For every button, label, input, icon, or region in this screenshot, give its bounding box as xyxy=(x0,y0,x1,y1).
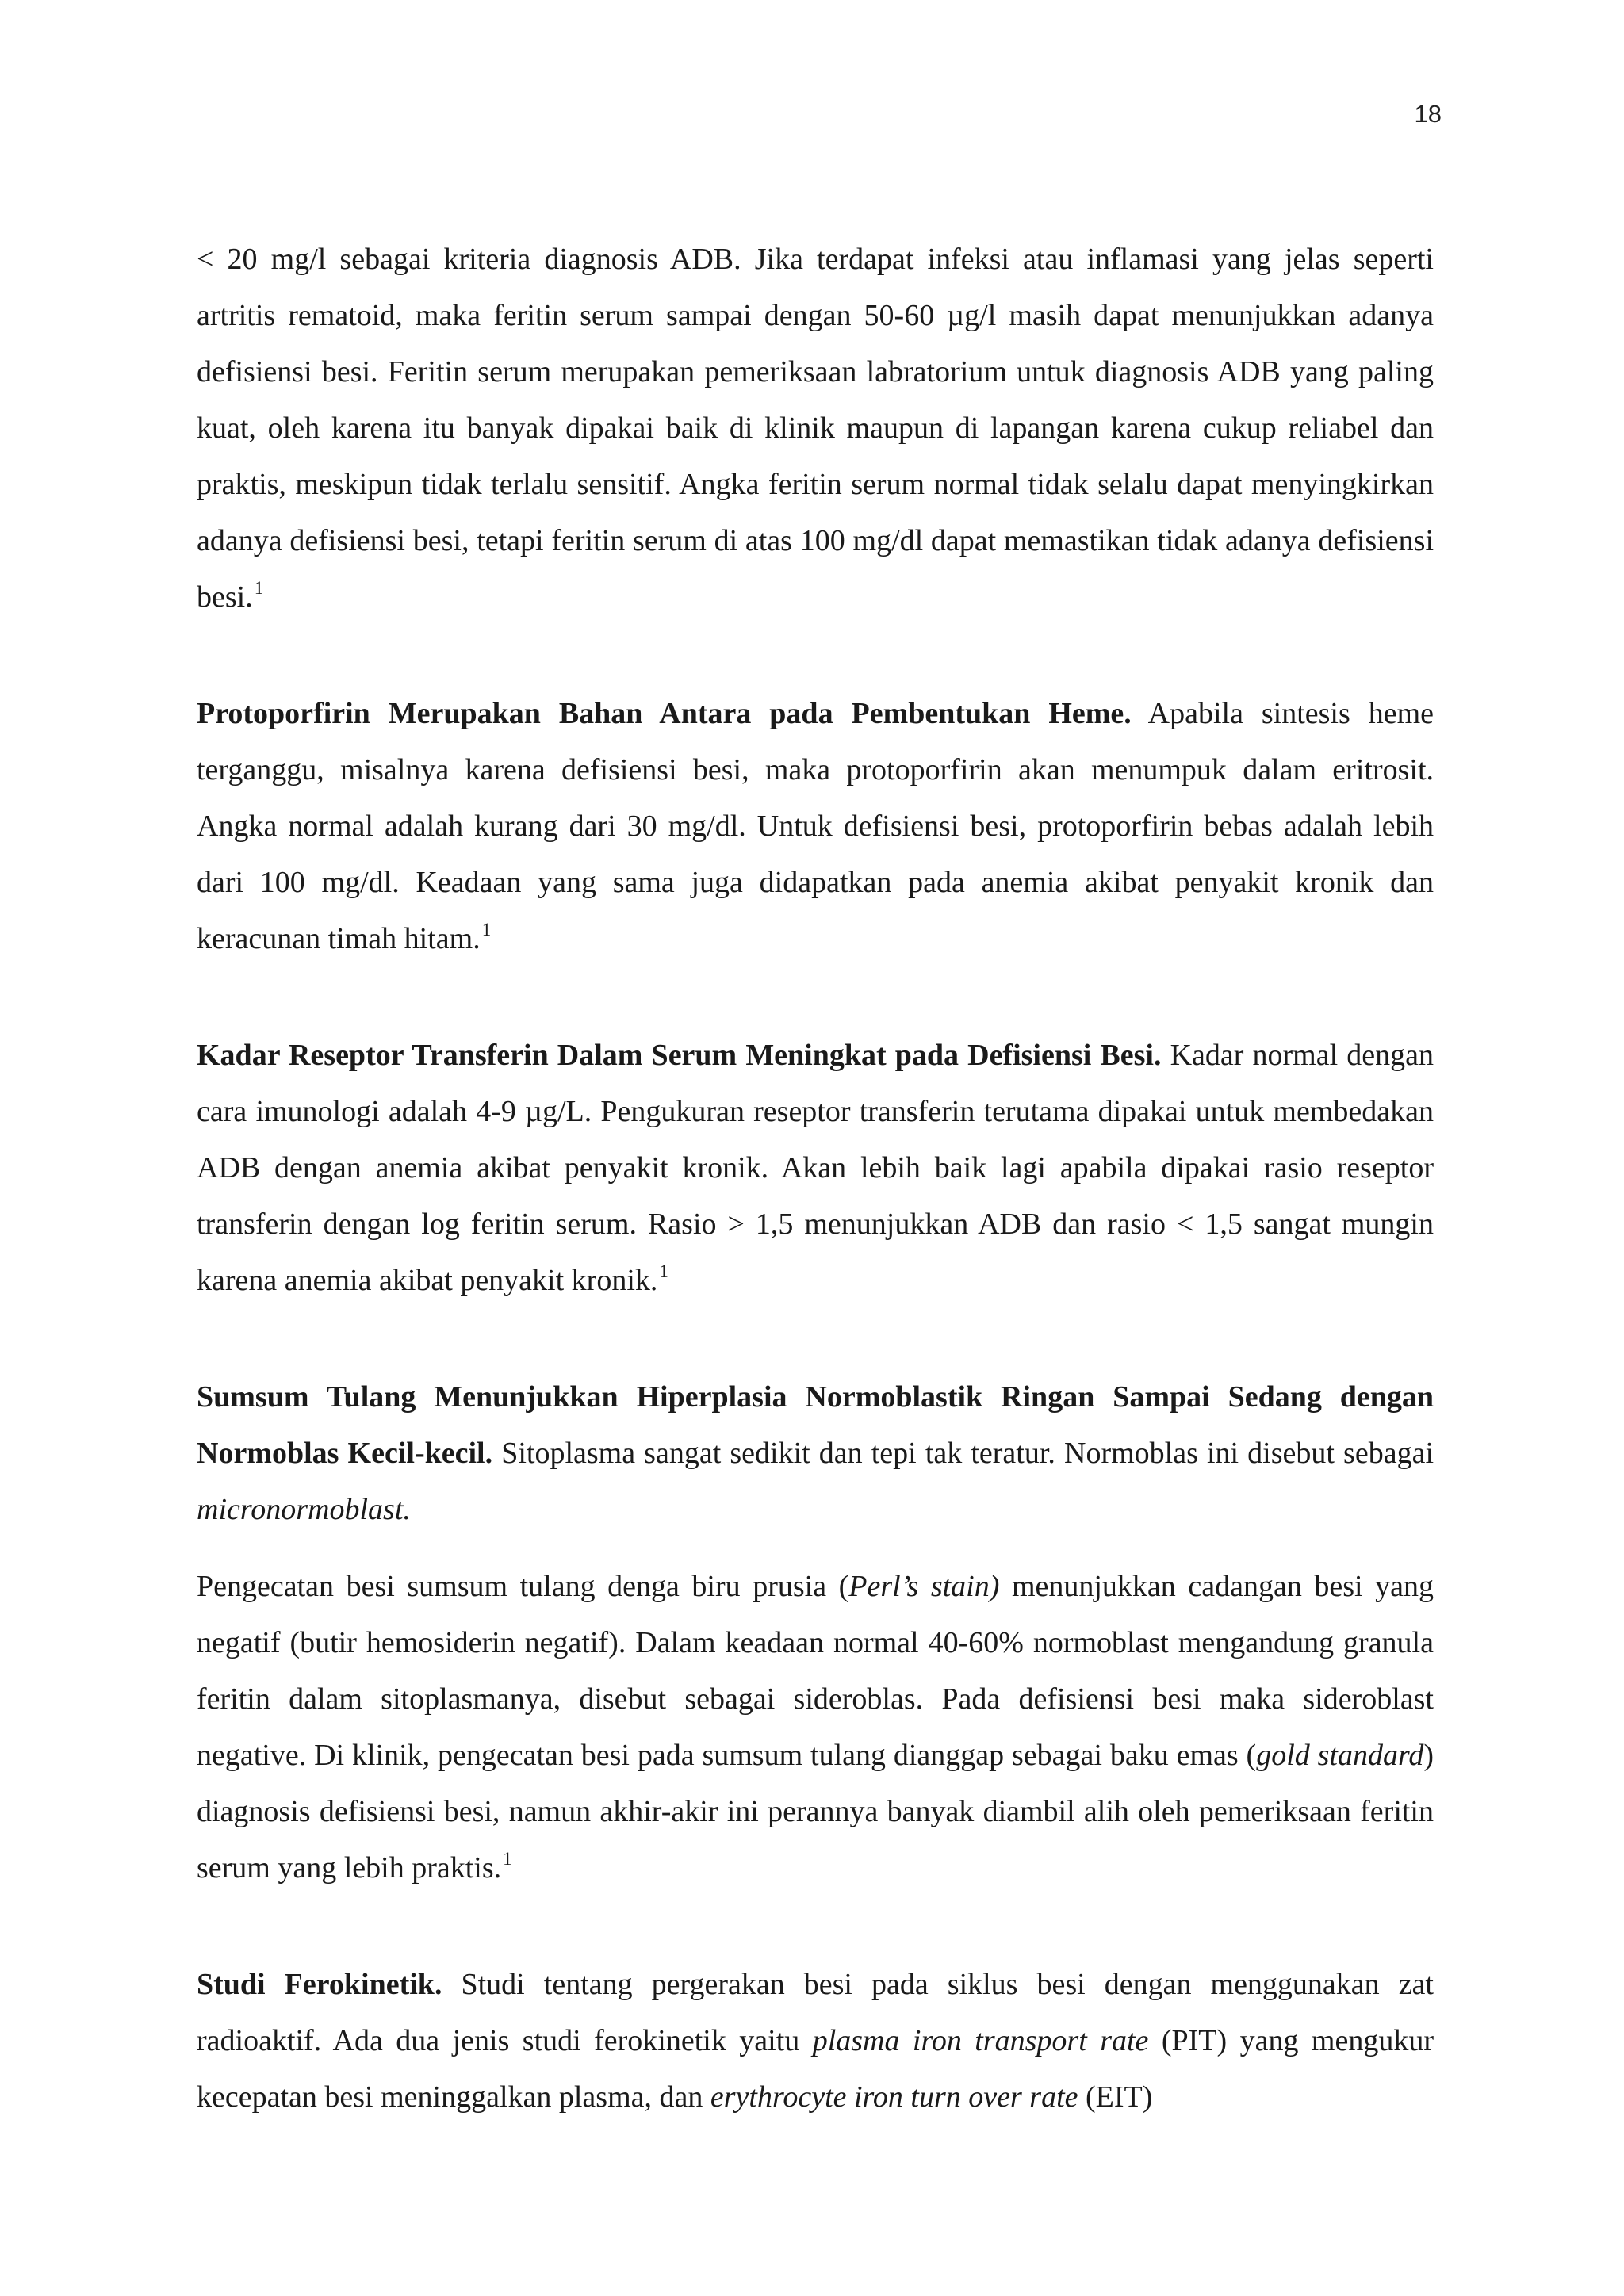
paragraph-iron-staining xyxy=(197,1559,1434,1896)
section-heading-transferrin-receptor: Kadar Reseptor Transferin Dalam Serum Meningkat pada Defisiensi Besi. xyxy=(197,1039,1162,1072)
paragraph-text: Studi tentang pergerakan besi pada siklus besi dengan menggunakan zat radioaktif. Ada dua jenis studi ferokinetik yaitu xyxy=(197,1968,1434,2057)
section-heading-ferrokinetics: Studi Ferokinetik. xyxy=(197,1968,442,2001)
paragraph-text: < 20 mg/l sebagai kriteria diagnosis ADB. Jika terdapat infeksi atau inflamasi yang jelas seperti artritis rematoid, maka feritin serum sampai dengan 50-60 µg/l masih dapat menunjukkan adanya defisiensi besi. Feritin serum merupakan pemeriksaan labratorium untuk diagnosis ADB yang paling kuat, oleh karena itu banyak dipakai baik di klinik maupun di lapangan karena cukup reliabel dan praktis, meskipun tidak terlalu sensitif. Angka feritin serum normal tidak selalu dapat menyingkirkan adanya defisiensi besi, tetapi feritin serum di atas 100 mg/dl dapat memastikan tidak adanya defisiensi besi. xyxy=(197,243,1434,614)
citation-superscript: 1 xyxy=(254,578,264,598)
paragraph-text: Apabila sintesis heme terganggu, misalnya karena defisiensi besi, maka protoporfirin akan menumpuk dalam eritrosit. Angka normal adalah kurang dari 30 mg/dl. Untuk defisiensi besi, protoporfirin bebas adalah lebih dari 100 mg/dl. Keadaan yang sama juga didapatkan pada anemia akibat penyakit kronik dan keracunan timah hitam. xyxy=(197,697,1434,955)
italic-term: gold standard xyxy=(1256,1739,1424,1772)
paragraph-text: (EIT) xyxy=(1078,2080,1153,2114)
paragraph-text: Sitoplasma sangat sedikit dan tepi tak teratur. Normoblas ini disebut sebagai xyxy=(492,1437,1434,1470)
paragraph-bone-marrow xyxy=(197,1369,1434,1538)
italic-term: micronormoblast. xyxy=(197,1493,411,1526)
page-number: 18 xyxy=(1414,100,1442,128)
paragraph-text: (PIT) yang mengukur kecepatan besi meninggalkan plasma, dan xyxy=(197,2024,1434,2114)
paragraph-text: menunjukkan cadangan besi yang negatif (butir hemosiderin negatif). Dalam keadaan normal 40-60% normoblast mengandung granula feritin dalam sitoplasmanya, disebut sebagai sideroblas. Pada defisiensi besi maka sideroblast negative. Di klinik, pengecatan besi pada sumsum tulang dianggap sebagai baku emas ( xyxy=(197,1570,1434,1772)
paragraph-transferrin-receptor xyxy=(197,1027,1434,1309)
paragraph-text: ) diagnosis defisiensi besi, namun akhir-akir ini perannya banyak diambil alih oleh pemeriksaan feritin serum yang lebih praktis. xyxy=(197,1739,1434,1885)
italic-term: erythrocyte iron turn over rate xyxy=(710,2080,1078,2114)
italic-term: plasma iron transport rate xyxy=(812,2024,1149,2057)
citation-superscript: 1 xyxy=(481,920,492,939)
section-heading-protoporphyrin: Protoporfirin Merupakan Bahan Antara pada Pembentukan Heme. xyxy=(197,697,1132,730)
citation-superscript: 1 xyxy=(503,1849,512,1869)
page-body xyxy=(197,232,1434,2126)
paragraph-text: Kadar normal dengan cara imunologi adalah 4-9 µg/L. Pengukuran reseptor transferin terutama dipakai untuk membedakan ADB dengan anemia akibat penyakit kronik. Akan lebih baik lagi apabila dipakai rasio reseptor transferin dengan log feritin serum. Rasio > 1,5 menunjukkan ADB dan rasio < 1,5 sangat mungin karena anemia akibat penyakit kronik. xyxy=(197,1039,1434,1297)
section-heading-bone-marrow: Sumsum Tulang Menunjukkan Hiperplasia Normoblastik Ringan Sampai Sedang dengan Normoblas Kecil-kecil. xyxy=(197,1380,1434,1470)
citation-superscript: 1 xyxy=(659,1261,668,1281)
paragraph-text: Pengecatan besi sumsum tulang denga biru prusia ( xyxy=(197,1570,849,1603)
paragraph-protoporphyrin xyxy=(197,686,1434,967)
italic-term: Perl’s stain) xyxy=(848,1570,1000,1603)
paragraph-ferrokinetics xyxy=(197,1957,1434,2126)
paragraph-ferritin xyxy=(197,232,1434,626)
